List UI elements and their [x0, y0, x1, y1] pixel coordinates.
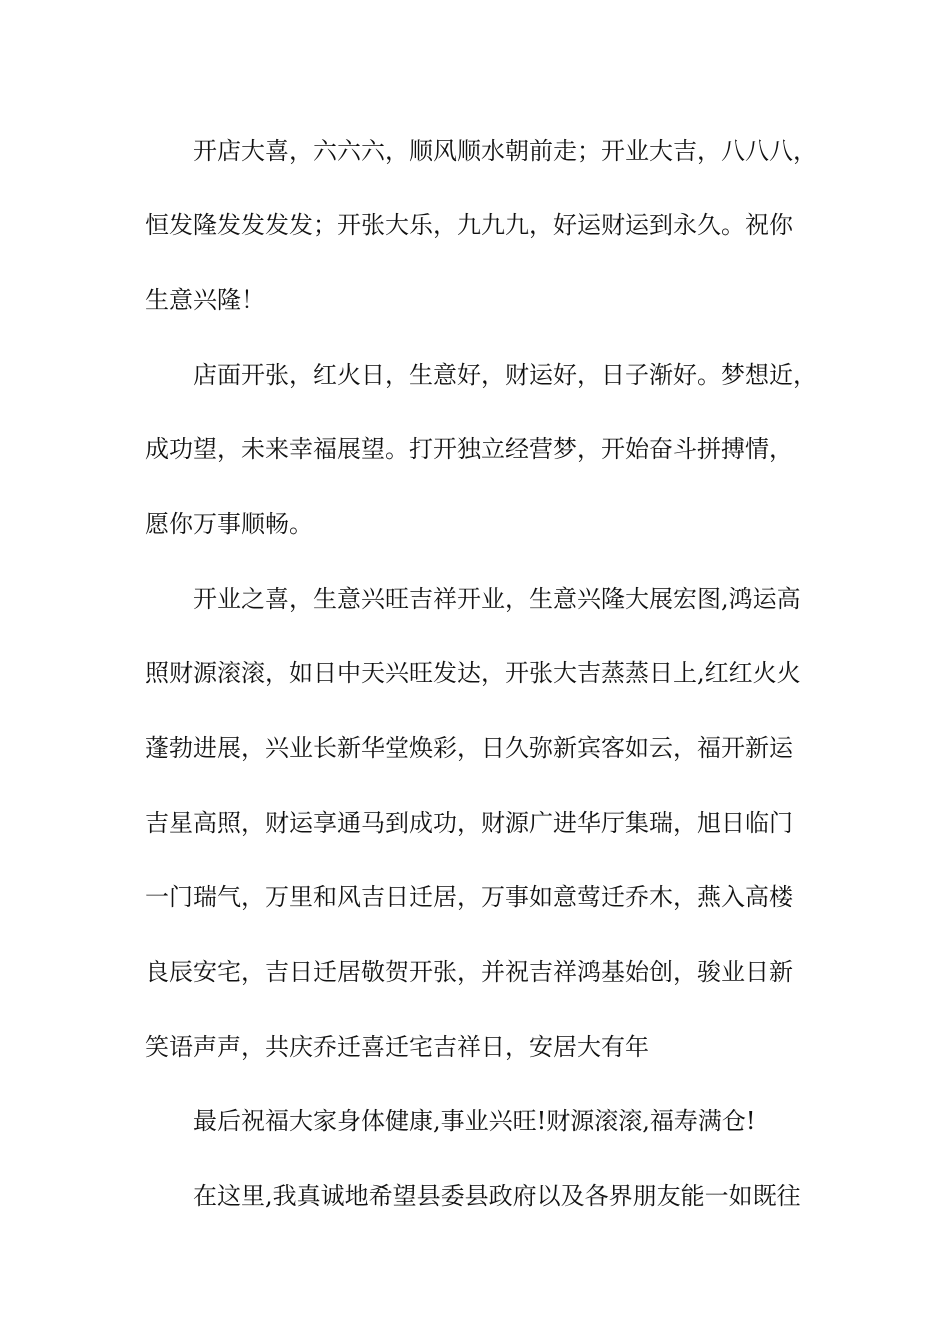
paragraph-3-line-2: 照财源滚滚，如日中天兴旺发达，开张大吉蒸蒸日上,红红火火 [145, 659, 801, 687]
paragraph-2-line-2: 成功望，未来幸福展望。打开独立经营梦，开始奋斗拼搏情， [145, 435, 793, 463]
paragraph-3-line-1: 开业之喜，生意兴旺吉祥开业，生意兴隆大展宏图,鸿运高 [193, 585, 801, 613]
paragraph-5-line-1: 在这里,我真诚地希望县委县政府以及各界朋友能一如既往 [193, 1182, 801, 1210]
paragraph-1-line-3: 生意兴隆！ [145, 286, 265, 314]
paragraph-3-line-4: 吉星高照，财运享通马到成功，财源广进华厅集瑞，旭日临门 [145, 809, 793, 837]
paragraph-2-line-3: 愿你万事顺畅。 [145, 510, 313, 538]
paragraph-2-line-1: 店面开张，红火日，生意好，财运好，日子渐好。梦想近， [193, 361, 817, 389]
paragraph-4-line-1: 最后祝福大家身体健康,事业兴旺!财源滚滚,福寿满仓! [193, 1107, 756, 1135]
paragraph-3-line-3: 蓬勃进展，兴业长新华堂焕彩，日久弥新宾客如云，福开新运 [145, 734, 793, 762]
paragraph-1-line-2: 恒发隆发发发发；开张大乐，九九九，好运财运到永久。祝你 [145, 211, 793, 239]
paragraph-3-line-5: 一门瑞气，万里和风吉日迁居，万事如意莺迁乔木，燕入高楼 [145, 883, 793, 911]
paragraph-3-line-7: 笑语声声，共庆乔迁喜迁宅吉祥日，安居大有年 [145, 1033, 649, 1061]
paragraph-3-line-6: 良辰安宅，吉日迁居敬贺开张，并祝吉祥鸿基始创，骏业日新 [145, 958, 793, 986]
paragraph-1-line-1: 开店大喜，六六六，顺风顺水朝前走；开业大吉，八八八， [193, 137, 817, 165]
